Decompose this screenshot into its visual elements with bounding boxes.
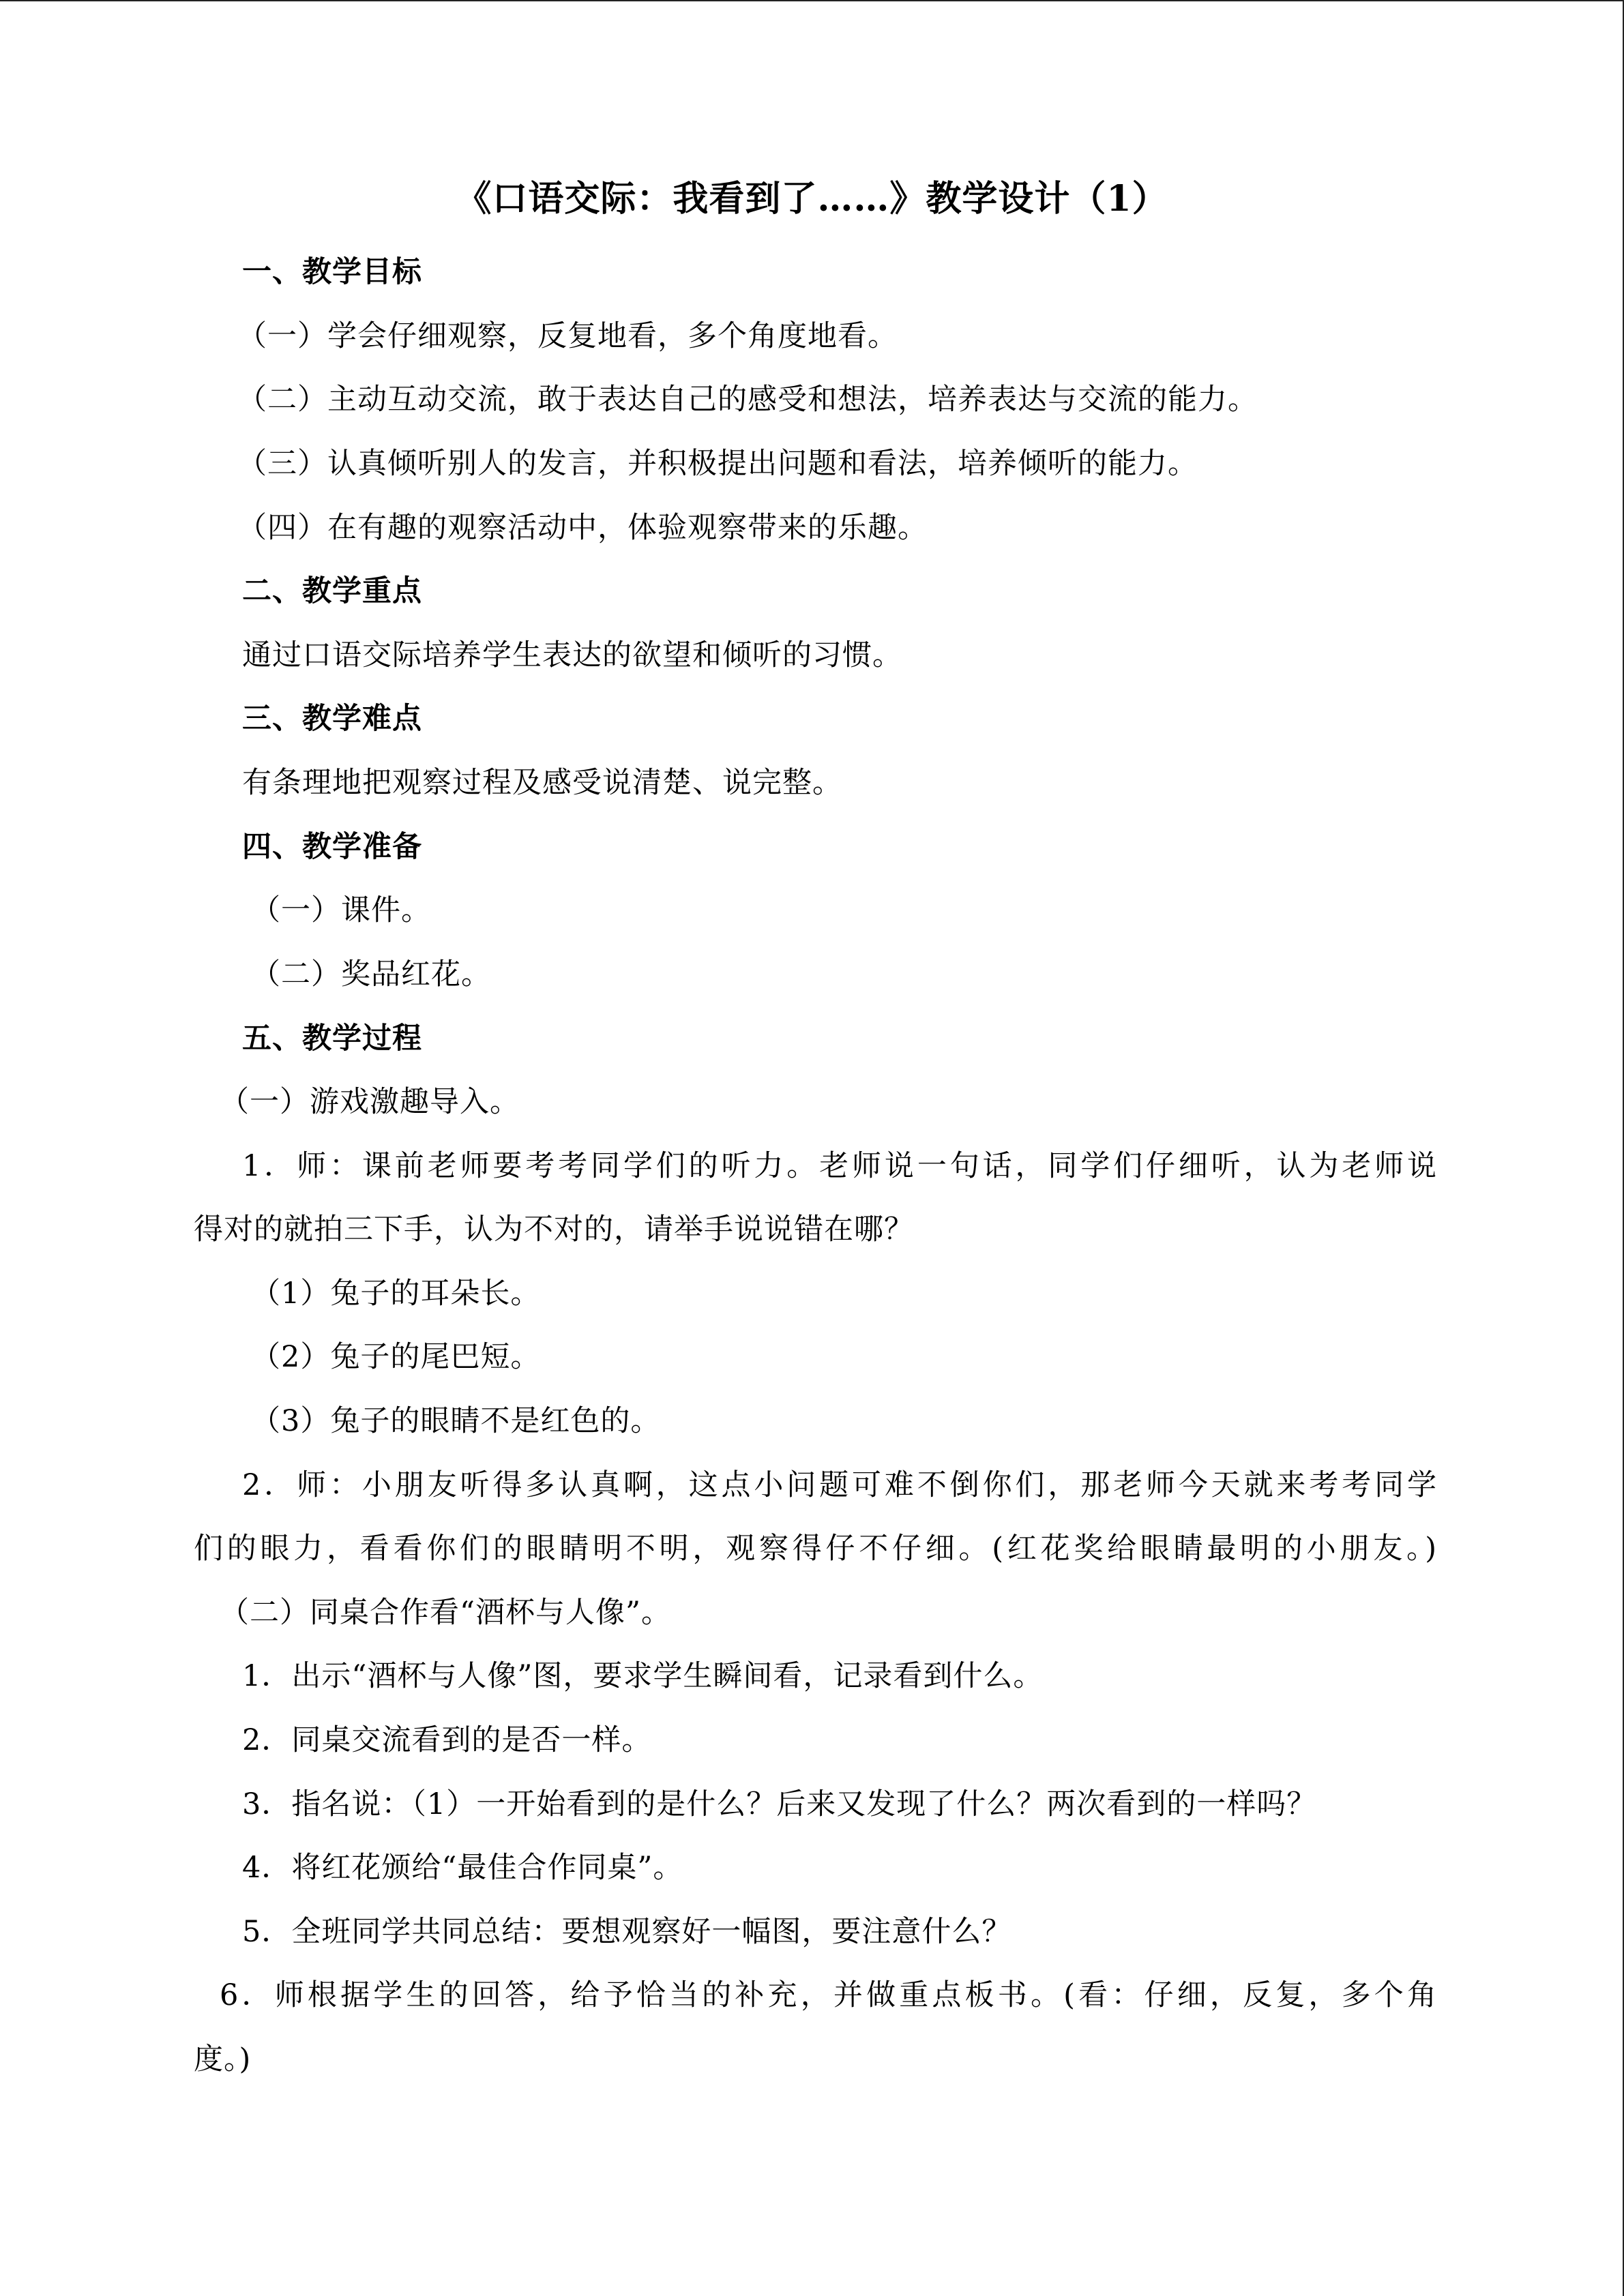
process-part-2-step-1: 1．出示“酒杯与人像”图，要求学生瞬间看，记录看到什么。 xyxy=(242,1659,1044,1693)
process-part-2-step-6-line-2: 度。) xyxy=(194,2042,252,2076)
goal-item-3: （三）认真倾听别人的发言，并积极提出问题和看法，培养倾听的能力。 xyxy=(237,447,1198,481)
process-part-2-step-6-line-1: 6．师根据学生的回答，给予恰当的补充，并做重点板书。(看：仔细，反复，多个角 xyxy=(220,1978,1437,2012)
process-part-1-sub-item-1: （1）兔子的耳朵长。 xyxy=(251,1277,541,1311)
section-heading-process: 五、教学过程 xyxy=(242,1022,422,1056)
section-heading-key-points: 二、教学重点 xyxy=(242,574,422,608)
process-part-1-step-2-line-1: 2．师：小朋友听得多认真啊，这点小问题可难不倒你们，那老师今天就来考考同学 xyxy=(242,1468,1437,1502)
key-points-text: 通过口语交际培养学生表达的欲望和倾听的习惯。 xyxy=(242,638,902,672)
section-heading-goals: 一、教学目标 xyxy=(242,255,422,289)
goal-item-1: （一）学会仔细观察，反复地看，多个角度地看。 xyxy=(237,319,898,353)
process-part-2-step-5: 5．全班同学共同总结：要想观察好一幅图，要注意什么？ xyxy=(242,1915,1012,1949)
process-part-1-sub-item-2: （2）兔子的尾巴短。 xyxy=(251,1340,541,1374)
section-heading-difficulties: 三、教学难点 xyxy=(242,702,422,736)
process-part-2-step-4: 4．将红花颁给“最佳合作同桌”。 xyxy=(242,1851,683,1885)
process-part-1-step-2-line-2: 们的眼力，看看你们的眼睛明不明，观察得仔不仔细。(红花奖给眼睛最明的小朋友。) xyxy=(194,1532,1437,1566)
preparation-item-1: （一）课件。 xyxy=(251,893,431,927)
process-part-1-step-1-line-2: 得对的就拍三下手，认为不对的，请举手说说错在哪？ xyxy=(194,1212,914,1247)
process-part-1-step-1-line-1: 1．师：课前老师要考考同学们的听力。老师说一句话，同学们仔细听，认为老师说 xyxy=(242,1149,1437,1183)
preparation-item-2: （二）奖品红花。 xyxy=(251,957,491,992)
document-title: 《口语交际：我看到了……》教学设计（1） xyxy=(456,178,1168,220)
difficulties-text: 有条理地把观察过程及感受说清楚、说完整。 xyxy=(242,766,842,800)
goal-item-2: （二）主动互动交流，敢于表达自己的感受和想法，培养表达与交流的能力。 xyxy=(237,383,1258,417)
process-part-2-title: （二）同桌合作看“酒杯与人像”。 xyxy=(220,1596,671,1630)
process-part-2-step-3: 3．指名说：（1）一开始看到的是什么？后来又发现了什么？两次看到的一样吗？ xyxy=(242,1787,1317,1821)
goal-item-4: （四）在有趣的观察活动中，体验观察带来的乐趣。 xyxy=(237,511,928,545)
process-part-1-title: （一）游戏激趣导入。 xyxy=(220,1085,520,1119)
process-part-1-sub-item-3: （3）兔子的眼睛不是红色的。 xyxy=(251,1404,661,1438)
section-heading-preparation: 四、教学准备 xyxy=(242,830,422,864)
process-part-2-step-2: 2．同桌交流看到的是否一样。 xyxy=(242,1723,652,1757)
